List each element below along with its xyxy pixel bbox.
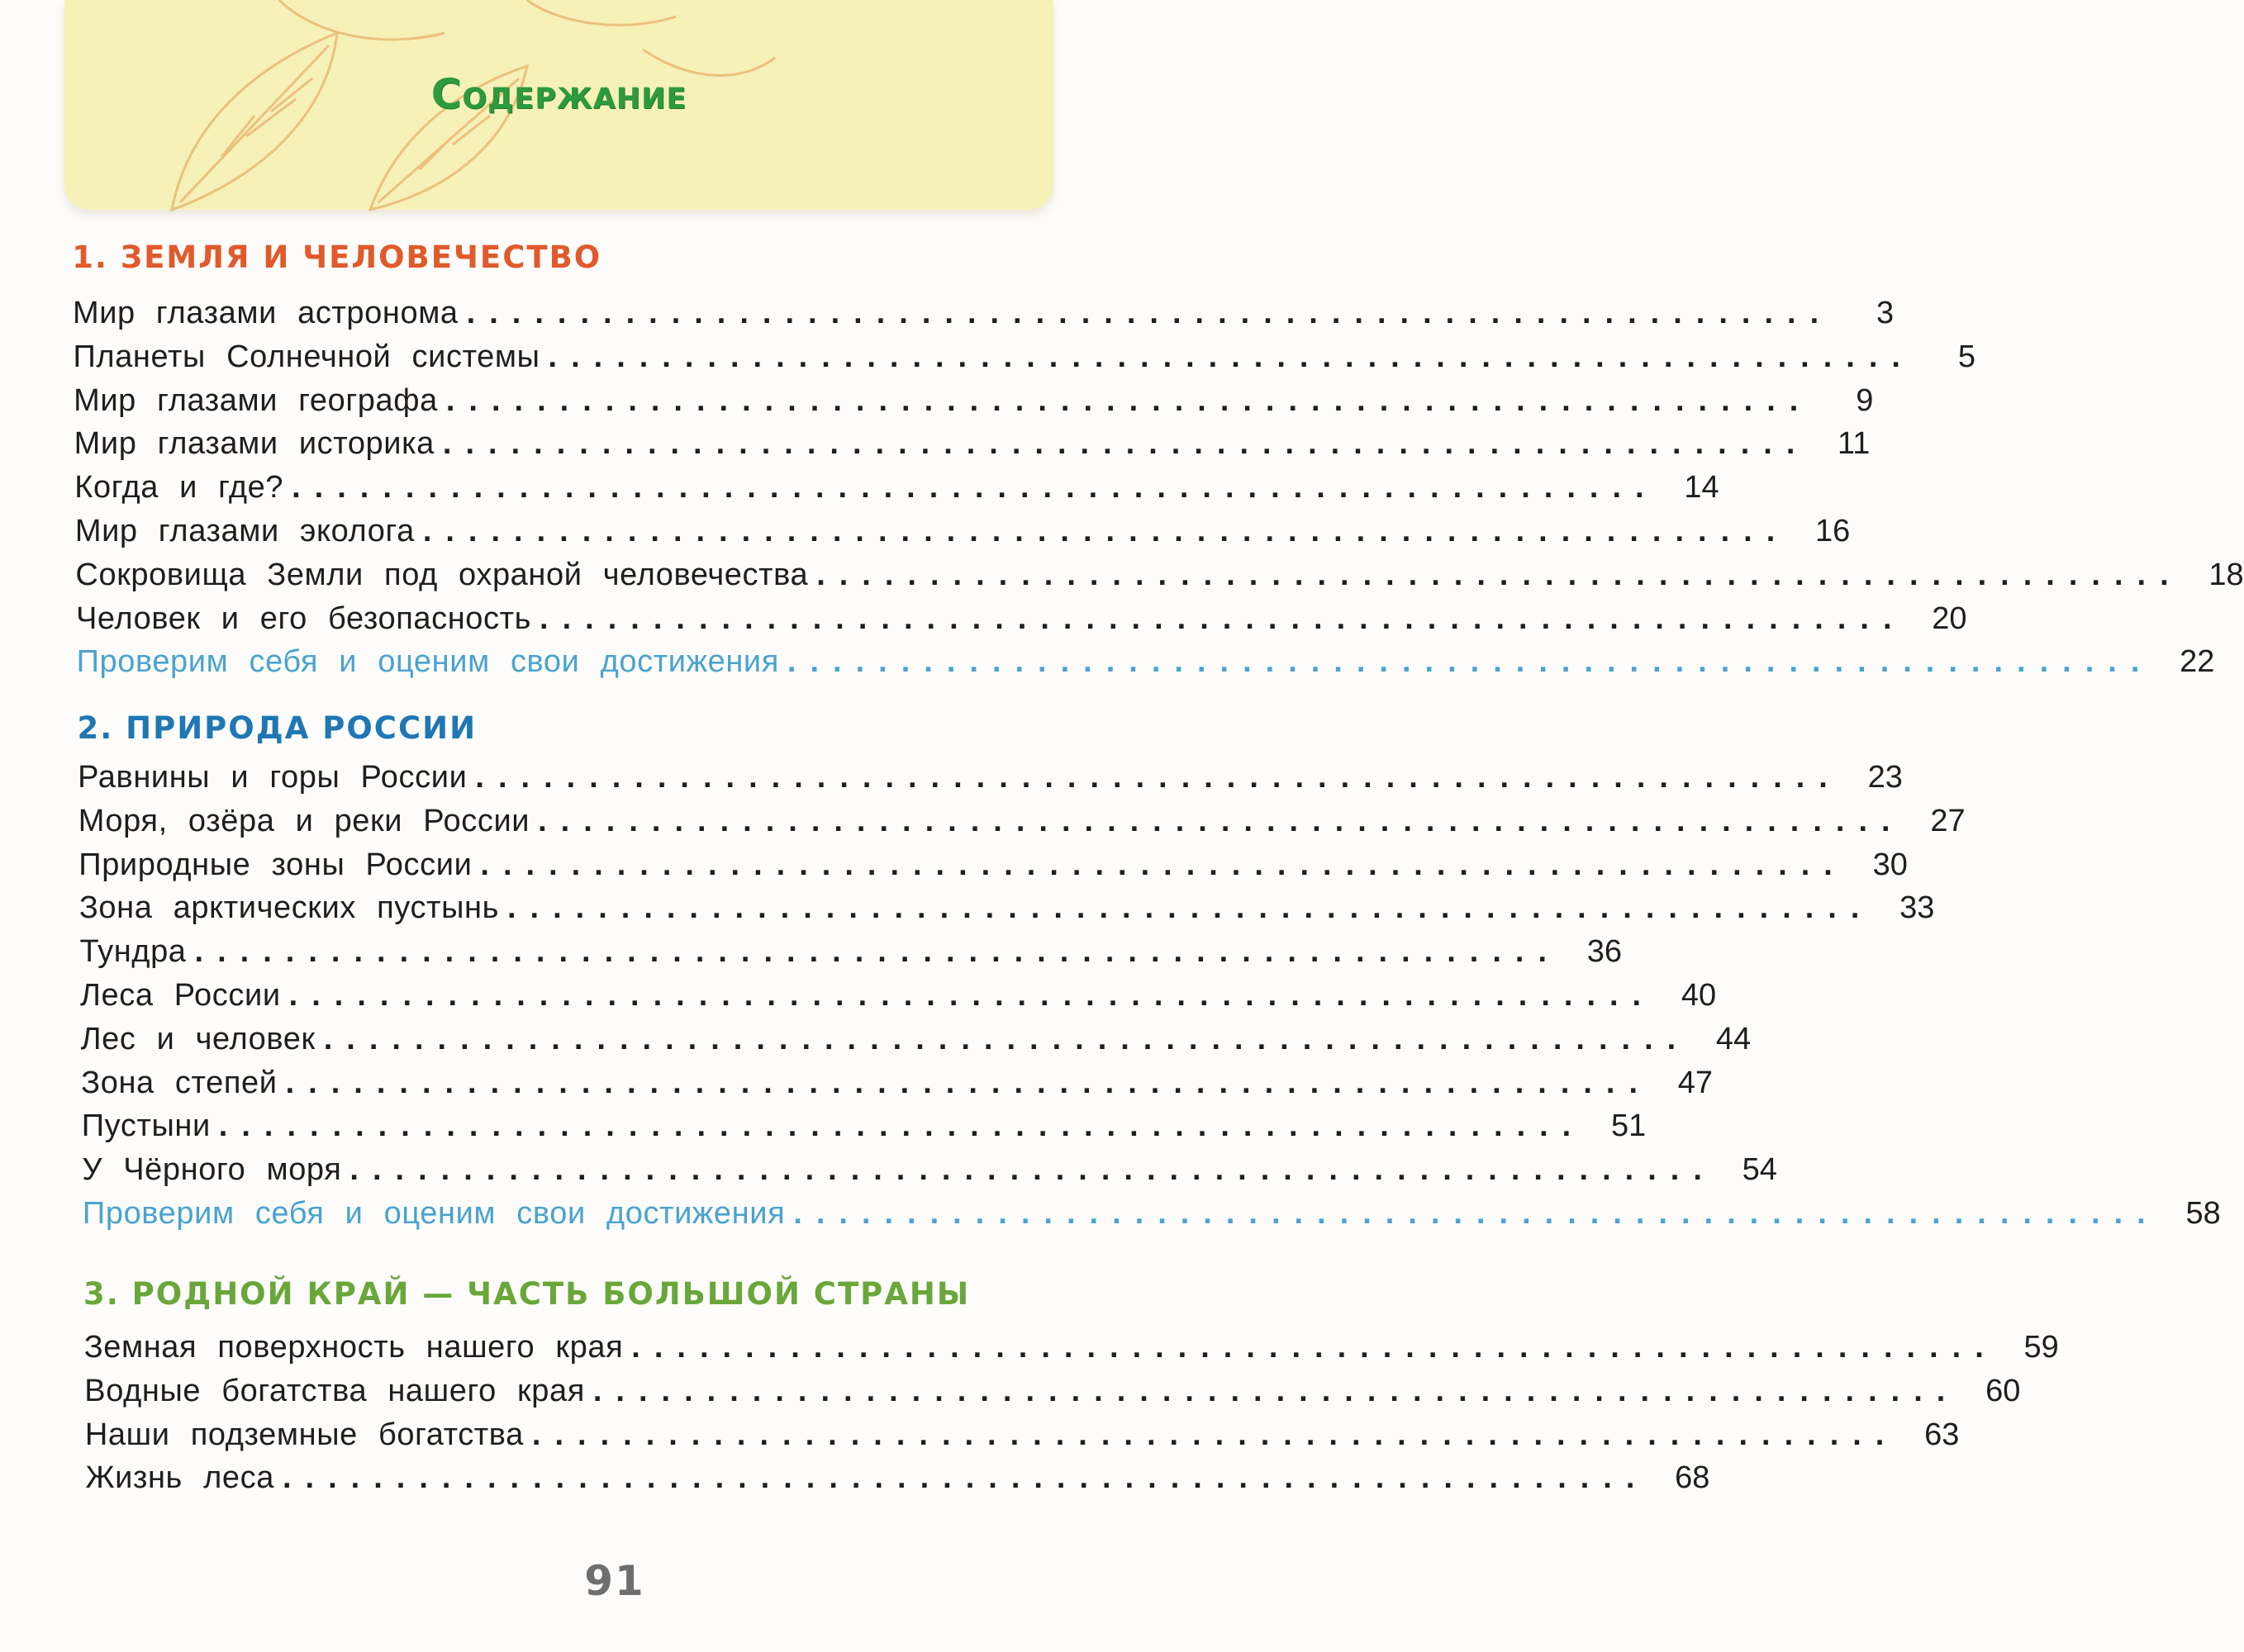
dot-leader: ............................................................	[548, 339, 1914, 374]
page-title: Содержание	[430, 70, 687, 118]
toc-entry[interactable]	[78, 803, 1966, 845]
toc-entry[interactable]	[80, 978, 1717, 1019]
toc-entry-title: Сокровища Земли под охраной человечества	[75, 557, 809, 592]
dot-leader: ............................................................	[349, 1152, 1716, 1188]
toc-entry-page: 51	[1610, 1108, 1647, 1144]
dot-leader: ............................................................	[442, 426, 1809, 462]
toc-entry-title: Лес и человек	[80, 1021, 316, 1056]
toc-entry-page: 63	[1924, 1417, 1960, 1452]
toc-entry[interactable]	[74, 382, 1874, 425]
dot-leader: ............................................................	[540, 601, 1906, 636]
toc-entry[interactable]	[76, 644, 2215, 686]
dot-leader: ............................................................	[631, 1330, 1998, 1365]
toc-entry-page: 22	[2180, 644, 2215, 680]
toc-entry[interactable]	[76, 601, 1967, 643]
toc-entry-title: Зона степей	[81, 1065, 278, 1100]
dot-leader: ............................................................	[592, 1373, 1960, 1408]
dot-leader: ............................................................	[285, 1065, 1652, 1100]
toc-entry-page: 44	[1715, 1021, 1752, 1056]
dot-leader: ............................................................	[506, 890, 1874, 926]
toc-entry-title: Моря, озёра и реки России	[78, 803, 530, 838]
toc-entry[interactable]	[78, 847, 1908, 889]
toc-entry-page: 68	[1675, 1460, 1710, 1496]
toc-entry[interactable]	[79, 934, 1623, 976]
toc-entry-title: Жизнь леса	[85, 1460, 274, 1496]
dot-leader: ............................................................	[218, 1108, 1586, 1144]
toc-entry-page: 30	[1872, 847, 1908, 882]
toc-entry-page: 9	[1856, 382, 1874, 418]
section-heading: 1. ЗЕМЛЯ И ЧЕЛОВЕЧЕСТВО	[72, 240, 602, 275]
toc-entry[interactable]	[84, 1417, 1960, 1459]
section-heading: 2. ПРИРОДА РОССИИ	[77, 710, 478, 746]
toc-entry[interactable]	[82, 1196, 2221, 1237]
toc-entry-page: 47	[1677, 1065, 1714, 1100]
toc-entry-title: Мир глазами эколога	[74, 514, 415, 548]
dot-leader: ............................................................	[475, 760, 1842, 795]
toc-entry[interactable]	[82, 1152, 1777, 1194]
dot-leader: ............................................................	[323, 1021, 1690, 1056]
toc-entry[interactable]	[72, 296, 1895, 337]
toc-entry[interactable]	[85, 1460, 1710, 1502]
toc-entry-title: Когда и где?	[74, 470, 284, 506]
toc-entry-title: Равнины и горы России	[78, 760, 468, 795]
toc-entry[interactable]	[83, 1330, 2059, 1371]
toc-entry-title: Зона арктических пустынь	[78, 890, 499, 926]
toc-entry-page: 40	[1681, 978, 1717, 1013]
toc-entry-page: 27	[1930, 803, 1966, 838]
dot-leader: ............................................................	[538, 803, 1904, 838]
dot-leader: ............................................................	[466, 296, 1833, 330]
toc-entry-title: Мир глазами географа	[74, 382, 438, 418]
toc-entry[interactable]	[73, 339, 1975, 381]
toc-entry-page: 36	[1586, 934, 1623, 970]
toc-entry-title: Мир глазами астронома	[72, 296, 459, 330]
toc-entry[interactable]	[74, 426, 1871, 468]
dot-leader: ............................................................	[531, 1417, 1899, 1452]
toc-entry-title: Человек и его безопасность	[76, 601, 532, 636]
toc-entry[interactable]	[80, 1021, 1752, 1063]
toc-entry-page: 16	[1815, 514, 1851, 548]
dot-leader: ............................................................	[422, 514, 1790, 548]
toc-entry-title: Тундра	[79, 934, 187, 970]
toc-entry-title: Мир глазами историка	[74, 426, 435, 462]
toc-entry-page: 14	[1684, 470, 1719, 506]
toc-entry-page: 58	[2185, 1196, 2221, 1231]
toc-entry[interactable]	[81, 1065, 1714, 1107]
toc-entry-title: У Чёрного моря	[82, 1152, 342, 1188]
toc-entry[interactable]	[75, 557, 2244, 599]
toc-entry-page: 5	[1957, 339, 1975, 374]
toc-entry[interactable]	[81, 1108, 1647, 1150]
toc-entry-title: Планеты Солнечной системы	[73, 339, 540, 374]
dot-leader: ............................................................	[445, 382, 1813, 418]
dot-leader: ............................................................	[288, 978, 1656, 1013]
toc-entry-page: 23	[1867, 760, 1903, 795]
toc-entry[interactable]	[74, 514, 1851, 555]
toc-entry[interactable]	[84, 1373, 2021, 1415]
toc-entry-title: Проверим себя и оценим свои достижения	[76, 644, 779, 680]
toc-entry-page: 18	[2208, 557, 2244, 592]
toc-entry-page: 3	[1876, 296, 1895, 330]
dot-leader: ............................................................	[787, 644, 2154, 680]
toc-entry-title: Проверим себя и оценим свои достижения	[82, 1196, 786, 1231]
toc-entry-page: 54	[1742, 1152, 1777, 1188]
toc-entry-title: Водные богатства нашего края	[84, 1373, 585, 1408]
header-banner	[64, 0, 1053, 210]
toc-entry-page: 33	[1899, 890, 1935, 926]
toc-entry-page: 11	[1837, 426, 1871, 462]
toc-entry[interactable]	[78, 760, 1903, 801]
dot-leader: ............................................................	[282, 1460, 1649, 1496]
toc-entry[interactable]	[78, 890, 1935, 932]
dot-leader: ............................................................	[292, 470, 1658, 506]
toc-entry-title: Земная поверхность нашего края	[83, 1330, 624, 1365]
toc-entry-title: Леса России	[80, 978, 281, 1013]
page-number: 91	[584, 1557, 645, 1605]
dot-leader: ............................................................	[816, 557, 2183, 592]
toc-entry-page: 20	[1932, 601, 1967, 636]
toc-entry-title: Пустыни	[81, 1108, 211, 1144]
toc-entry-title: Природные зоны России	[78, 847, 473, 882]
dot-leader: ............................................................	[480, 847, 1847, 882]
dot-leader: ............................................................	[793, 1196, 2160, 1231]
toc-entry[interactable]	[74, 470, 1719, 511]
toc-entry-page: 60	[1985, 1373, 2021, 1408]
section-heading: 3. РОДНОЙ КРАЙ — ЧАСТЬ БОЛЬШОЙ СТРАНЫ	[83, 1276, 971, 1312]
toc-entry-page: 59	[2023, 1330, 2059, 1365]
toc-entry-title: Наши подземные богатства	[84, 1417, 524, 1452]
dot-leader: ............................................................	[194, 934, 1562, 970]
